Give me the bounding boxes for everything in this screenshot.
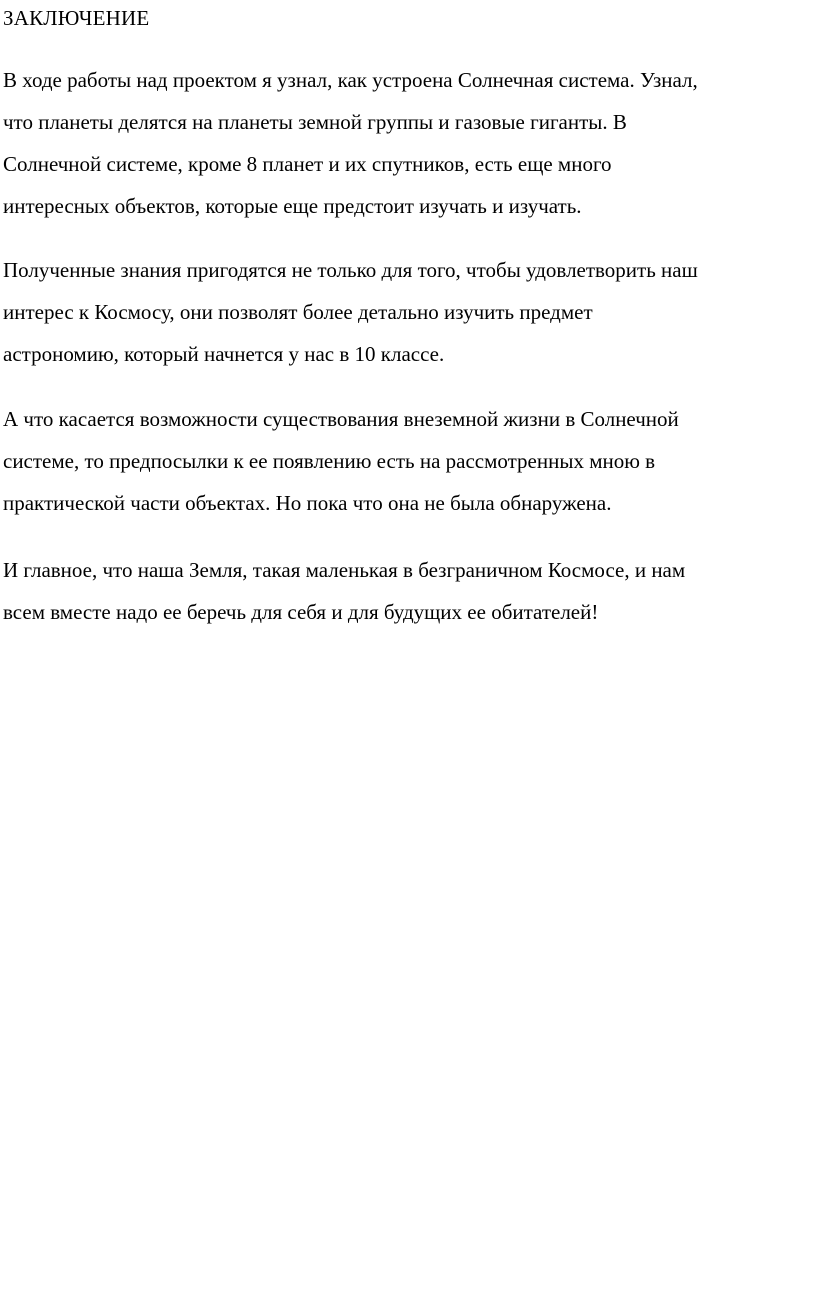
paragraph-line: А что касается возможности существования внеземной жизни в Солнечной	[3, 407, 679, 431]
paragraph-line: системе, то предпосылки к ее появлению есть на рассмотренных мною в	[3, 449, 656, 473]
paragraph-conclusion-2	[3, 249, 816, 375]
paragraph-line: Полученные знания пригодятся не только для того, чтобы удовлетворить наш	[3, 258, 698, 282]
paragraph-line: астрономию, который начнется у нас в 10 классе.	[3, 342, 445, 366]
paragraph-line: интересных объектов, которые еще предстоит изучать и изучать.	[3, 194, 582, 218]
page-title: ЗАКЛЮЧЕНИЕ	[3, 6, 150, 30]
paragraph-line: интерес к Космосу, они позволят более детально изучить предмет	[3, 300, 593, 324]
paragraph-line: Солнечной системе, кроме 8 планет и их спутников, есть еще много	[3, 152, 612, 176]
paragraph-conclusion-4	[3, 549, 816, 633]
paragraph-line: всем вместе надо ее беречь для себя и для будущих ее обитателей!	[3, 600, 599, 624]
paragraph-conclusion-1	[3, 59, 816, 227]
paragraph-line: практической части объектах. Но пока что она не была обнаружена.	[3, 491, 612, 515]
paragraph-line: И главное, что наша Земля, такая маленькая в безграничном Космосе, и нам	[3, 558, 686, 582]
paragraph-conclusion-3	[3, 398, 816, 524]
paragraph-line: В ходе работы над проектом я узнал, как устроена Солнечная система. Узнал,	[3, 68, 698, 92]
paragraph-line: что планеты делятся на планеты земной группы и газовые гиганты. В	[3, 110, 627, 134]
